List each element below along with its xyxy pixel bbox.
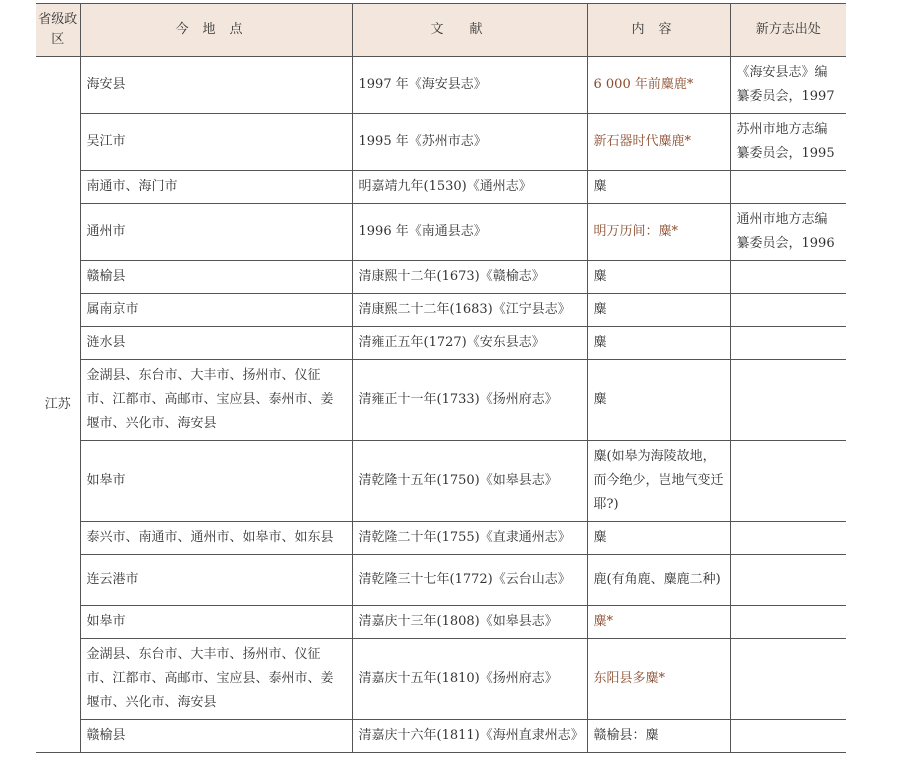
- table-row: [36, 294, 846, 327]
- place-cell: 赣榆县: [80, 261, 352, 294]
- header-source: 新方志出处: [730, 4, 846, 57]
- table-row: [36, 114, 846, 171]
- records-table-container: [36, 3, 846, 753]
- table-row: [36, 204, 846, 261]
- source-cell: 苏州市地方志编纂委员会，1995: [730, 114, 846, 171]
- table-row: [36, 261, 846, 294]
- literature-cell: 1997 年《海安县志》: [352, 57, 587, 114]
- province-cell: 江苏: [36, 57, 80, 753]
- table-row: [36, 720, 846, 753]
- content-cell: 新石器时代麋鹿*: [587, 114, 730, 171]
- content-cell: 明万历间：麋*: [587, 204, 730, 261]
- table-row: [36, 171, 846, 204]
- source-cell: [730, 522, 846, 555]
- source-cell: [730, 555, 846, 606]
- content-cell: 麋: [587, 261, 730, 294]
- table-row: [36, 327, 846, 360]
- literature-cell: 清康熙十二年(1673)《赣榆志》: [352, 261, 587, 294]
- table-header-row: [36, 4, 846, 57]
- place-cell: 通州市: [80, 204, 352, 261]
- source-cell: [730, 294, 846, 327]
- content-cell: 鹿(有角鹿、麋鹿二种): [587, 555, 730, 606]
- source-cell: [730, 171, 846, 204]
- header-content: 内容: [587, 4, 730, 57]
- table-row: [36, 606, 846, 639]
- place-cell: 涟水县: [80, 327, 352, 360]
- place-cell: 如皋市: [80, 606, 352, 639]
- source-cell: [730, 441, 846, 522]
- literature-cell: 清乾隆十五年(1750)《如皋县志》: [352, 441, 587, 522]
- literature-cell: 清嘉庆十五年(1810)《扬州府志》: [352, 639, 587, 720]
- source-cell: [730, 720, 846, 753]
- table-row: [36, 522, 846, 555]
- place-cell: 赣榆县: [80, 720, 352, 753]
- content-cell: 麋: [587, 360, 730, 441]
- literature-cell: 1995 年《苏州市志》: [352, 114, 587, 171]
- content-cell: 麋*: [587, 606, 730, 639]
- content-cell: 东阳县多麋*: [587, 639, 730, 720]
- source-cell: [730, 261, 846, 294]
- content-cell: 赣榆县：麋: [587, 720, 730, 753]
- place-cell: 如皋市: [80, 441, 352, 522]
- literature-cell: 1996 年《南通县志》: [352, 204, 587, 261]
- header-province: 省级政区: [36, 4, 80, 57]
- literature-cell: 清雍正五年(1727)《安东县志》: [352, 327, 587, 360]
- place-cell: 金湖县、东台市、大丰市、扬州市、仪征市、江都市、高邮市、宝应县、泰州市、姜堰市、兴化市、海安县: [80, 360, 352, 441]
- content-cell: 麋: [587, 171, 730, 204]
- place-cell: 金湖县、东台市、大丰市、扬州市、仪征市、江都市、高邮市、宝应县、泰州市、姜堰市、兴化市、海安县: [80, 639, 352, 720]
- table-row: [36, 360, 846, 441]
- literature-cell: 清嘉庆十三年(1808)《如皋县志》: [352, 606, 587, 639]
- table-row: [36, 555, 846, 606]
- source-cell: [730, 606, 846, 639]
- table-row: [36, 639, 846, 720]
- header-literature: 文献: [352, 4, 587, 57]
- place-cell: 泰兴市、南通市、通州市、如皋市、如东县: [80, 522, 352, 555]
- literature-cell: 清雍正十一年(1733)《扬州府志》: [352, 360, 587, 441]
- content-cell: 麋: [587, 522, 730, 555]
- source-cell: [730, 327, 846, 360]
- content-cell: 麋: [587, 327, 730, 360]
- table-row: [36, 57, 846, 114]
- place-cell: 连云港市: [80, 555, 352, 606]
- source-cell: 《海安县志》编纂委员会，1997: [730, 57, 846, 114]
- place-cell: 海安县: [80, 57, 352, 114]
- content-cell: 6 000 年前麋鹿*: [587, 57, 730, 114]
- place-cell: 南通市、海门市: [80, 171, 352, 204]
- literature-cell: 清康熙二十二年(1683)《江宁县志》: [352, 294, 587, 327]
- literature-cell: 清嘉庆十六年(1811)《海州直隶州志》: [352, 720, 587, 753]
- place-cell: 属南京市: [80, 294, 352, 327]
- table-row: [36, 441, 846, 522]
- literature-cell: 清乾隆二十年(1755)《直隶通州志》: [352, 522, 587, 555]
- source-cell: 通州市地方志编纂委员会，1996: [730, 204, 846, 261]
- source-cell: [730, 639, 846, 720]
- content-cell: 麋(如皋为海陵故地，而今绝少，岂地气变迁耶?): [587, 441, 730, 522]
- header-place: 今地点: [80, 4, 352, 57]
- content-cell: 麋: [587, 294, 730, 327]
- literature-cell: 明嘉靖九年(1530)《通州志》: [352, 171, 587, 204]
- literature-cell: 清乾隆三十七年(1772)《云台山志》: [352, 555, 587, 606]
- place-cell: 吴江市: [80, 114, 352, 171]
- records-table: [36, 3, 846, 753]
- source-cell: [730, 360, 846, 441]
